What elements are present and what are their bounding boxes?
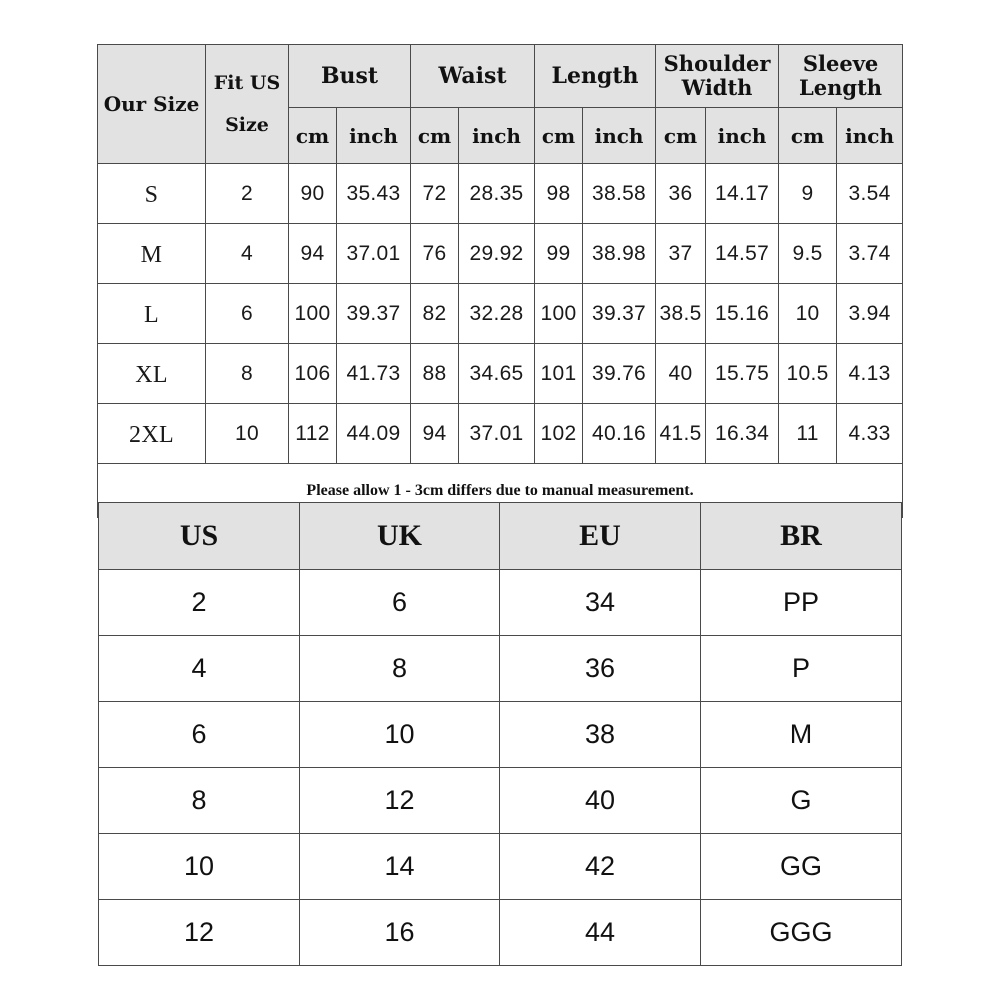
us-size-cell: 8 — [206, 344, 289, 404]
us-size-cell: 6 — [206, 284, 289, 344]
measurement-cell: 88 — [411, 344, 459, 404]
sleeve-cm-header: cm — [779, 108, 837, 164]
size-label-cell: 2XL — [98, 404, 206, 464]
measurement-cell: 38.58 — [583, 164, 656, 224]
us-cell: 12 — [99, 900, 300, 966]
conversion-row — [99, 636, 902, 702]
measurement-cell: 34.65 — [459, 344, 535, 404]
measurement-cell: 29.92 — [459, 224, 535, 284]
measurement-cell: 90 — [289, 164, 337, 224]
measurement-cell: 11 — [779, 404, 837, 464]
conversion-header — [99, 503, 902, 570]
us-cell: 10 — [99, 834, 300, 900]
length-inch-header: inch — [583, 108, 656, 164]
measurement-cell: 36 — [656, 164, 706, 224]
uk-cell: 8 — [300, 636, 500, 702]
us-size-cell: 2 — [206, 164, 289, 224]
length-header: Length — [535, 45, 656, 108]
br-cell: GG — [701, 834, 902, 900]
shoulder-width-header: Shoulder Width — [656, 45, 779, 108]
uk-cell: 14 — [300, 834, 500, 900]
bust-inch-header: inch — [337, 108, 411, 164]
measurement-cell: 3.94 — [837, 284, 903, 344]
shoulder-inch-header: inch — [706, 108, 779, 164]
conversion-row — [99, 900, 902, 966]
shoulder-cm-header: cm — [656, 108, 706, 164]
measurement-cell: 98 — [535, 164, 583, 224]
measurement-cell: 16.34 — [706, 404, 779, 464]
measurement-cell: 15.75 — [706, 344, 779, 404]
sleeve-length-header: Sleeve Length — [779, 45, 903, 108]
measurement-cell: 9.5 — [779, 224, 837, 284]
length-cm-header: cm — [535, 108, 583, 164]
measurement-cell: 28.35 — [459, 164, 535, 224]
size-row — [98, 164, 903, 224]
size-chart-header — [98, 45, 903, 164]
bust-header: Bust — [289, 45, 411, 108]
eu-cell: 34 — [500, 570, 701, 636]
measurement-cell: 100 — [289, 284, 337, 344]
measurement-cell: 112 — [289, 404, 337, 464]
measurement-cell: 38.5 — [656, 284, 706, 344]
measurement-cell: 3.74 — [837, 224, 903, 284]
measurement-cell: 40 — [656, 344, 706, 404]
br-cell: PP — [701, 570, 902, 636]
measurement-cell: 101 — [535, 344, 583, 404]
measurement-cell: 102 — [535, 404, 583, 464]
size-row — [98, 404, 903, 464]
uk-header: UK — [300, 503, 500, 570]
measurement-cell: 4.13 — [837, 344, 903, 404]
size-chart-body — [98, 164, 903, 464]
conversion-row — [99, 834, 902, 900]
measurement-cell: 99 — [535, 224, 583, 284]
us-header: US — [99, 503, 300, 570]
measurement-cell: 100 — [535, 284, 583, 344]
measurement-note: Please allow 1 - 3cm differs due to manual measurement. — [98, 464, 903, 518]
br-header: BR — [701, 503, 902, 570]
measurement-cell: 38.98 — [583, 224, 656, 284]
measurement-cell: 40.16 — [583, 404, 656, 464]
measurement-cell: 37.01 — [459, 404, 535, 464]
measurement-cell: 37.01 — [337, 224, 411, 284]
eu-cell: 36 — [500, 636, 701, 702]
measurement-cell: 39.37 — [583, 284, 656, 344]
br-cell: G — [701, 768, 902, 834]
bust-cm-header: cm — [289, 108, 337, 164]
waist-cm-header: cm — [411, 108, 459, 164]
measurement-cell: 4.33 — [837, 404, 903, 464]
br-cell: M — [701, 702, 902, 768]
measurement-cell: 94 — [289, 224, 337, 284]
size-label-cell: L — [98, 284, 206, 344]
size-conversion-table — [98, 502, 902, 966]
eu-header: EU — [500, 503, 701, 570]
size-label-cell: S — [98, 164, 206, 224]
measurement-cell: 14.57 — [706, 224, 779, 284]
eu-cell: 44 — [500, 900, 701, 966]
measurement-cell: 39.76 — [583, 344, 656, 404]
measurement-cell: 76 — [411, 224, 459, 284]
measurement-cell: 10 — [779, 284, 837, 344]
size-chart-table — [97, 44, 903, 518]
our-size-header: Our Size — [98, 45, 206, 164]
conversion-row — [99, 768, 902, 834]
measurement-cell: 32.28 — [459, 284, 535, 344]
br-cell: P — [701, 636, 902, 702]
size-label-cell: XL — [98, 344, 206, 404]
eu-cell: 40 — [500, 768, 701, 834]
measurement-cell: 41.73 — [337, 344, 411, 404]
measurement-cell: 37 — [656, 224, 706, 284]
sleeve-inch-header: inch — [837, 108, 903, 164]
conversion-body — [99, 570, 902, 966]
size-label-cell: M — [98, 224, 206, 284]
measurement-cell: 15.16 — [706, 284, 779, 344]
br-cell: GGG — [701, 900, 902, 966]
uk-cell: 6 — [300, 570, 500, 636]
measurement-cell: 41.5 — [656, 404, 706, 464]
us-cell: 8 — [99, 768, 300, 834]
us-cell: 6 — [99, 702, 300, 768]
conversion-row — [99, 570, 902, 636]
size-row — [98, 224, 903, 284]
conversion-row — [99, 702, 902, 768]
measurement-cell: 72 — [411, 164, 459, 224]
measurement-cell: 10.5 — [779, 344, 837, 404]
measurement-cell: 39.37 — [337, 284, 411, 344]
us-cell: 4 — [99, 636, 300, 702]
us-size-cell: 10 — [206, 404, 289, 464]
size-row — [98, 284, 903, 344]
size-row — [98, 344, 903, 404]
measurement-cell: 35.43 — [337, 164, 411, 224]
waist-inch-header: inch — [459, 108, 535, 164]
uk-cell: 12 — [300, 768, 500, 834]
measurement-cell: 82 — [411, 284, 459, 344]
us-cell: 2 — [99, 570, 300, 636]
uk-cell: 10 — [300, 702, 500, 768]
fit-us-size-header: Fit US Size — [206, 45, 289, 164]
measurement-cell: 94 — [411, 404, 459, 464]
uk-cell: 16 — [300, 900, 500, 966]
measurement-cell: 3.54 — [837, 164, 903, 224]
waist-header: Waist — [411, 45, 535, 108]
eu-cell: 42 — [500, 834, 701, 900]
eu-cell: 38 — [500, 702, 701, 768]
measurement-cell: 14.17 — [706, 164, 779, 224]
measurement-cell: 44.09 — [337, 404, 411, 464]
measurement-cell: 106 — [289, 344, 337, 404]
measurement-cell: 9 — [779, 164, 837, 224]
us-size-cell: 4 — [206, 224, 289, 284]
